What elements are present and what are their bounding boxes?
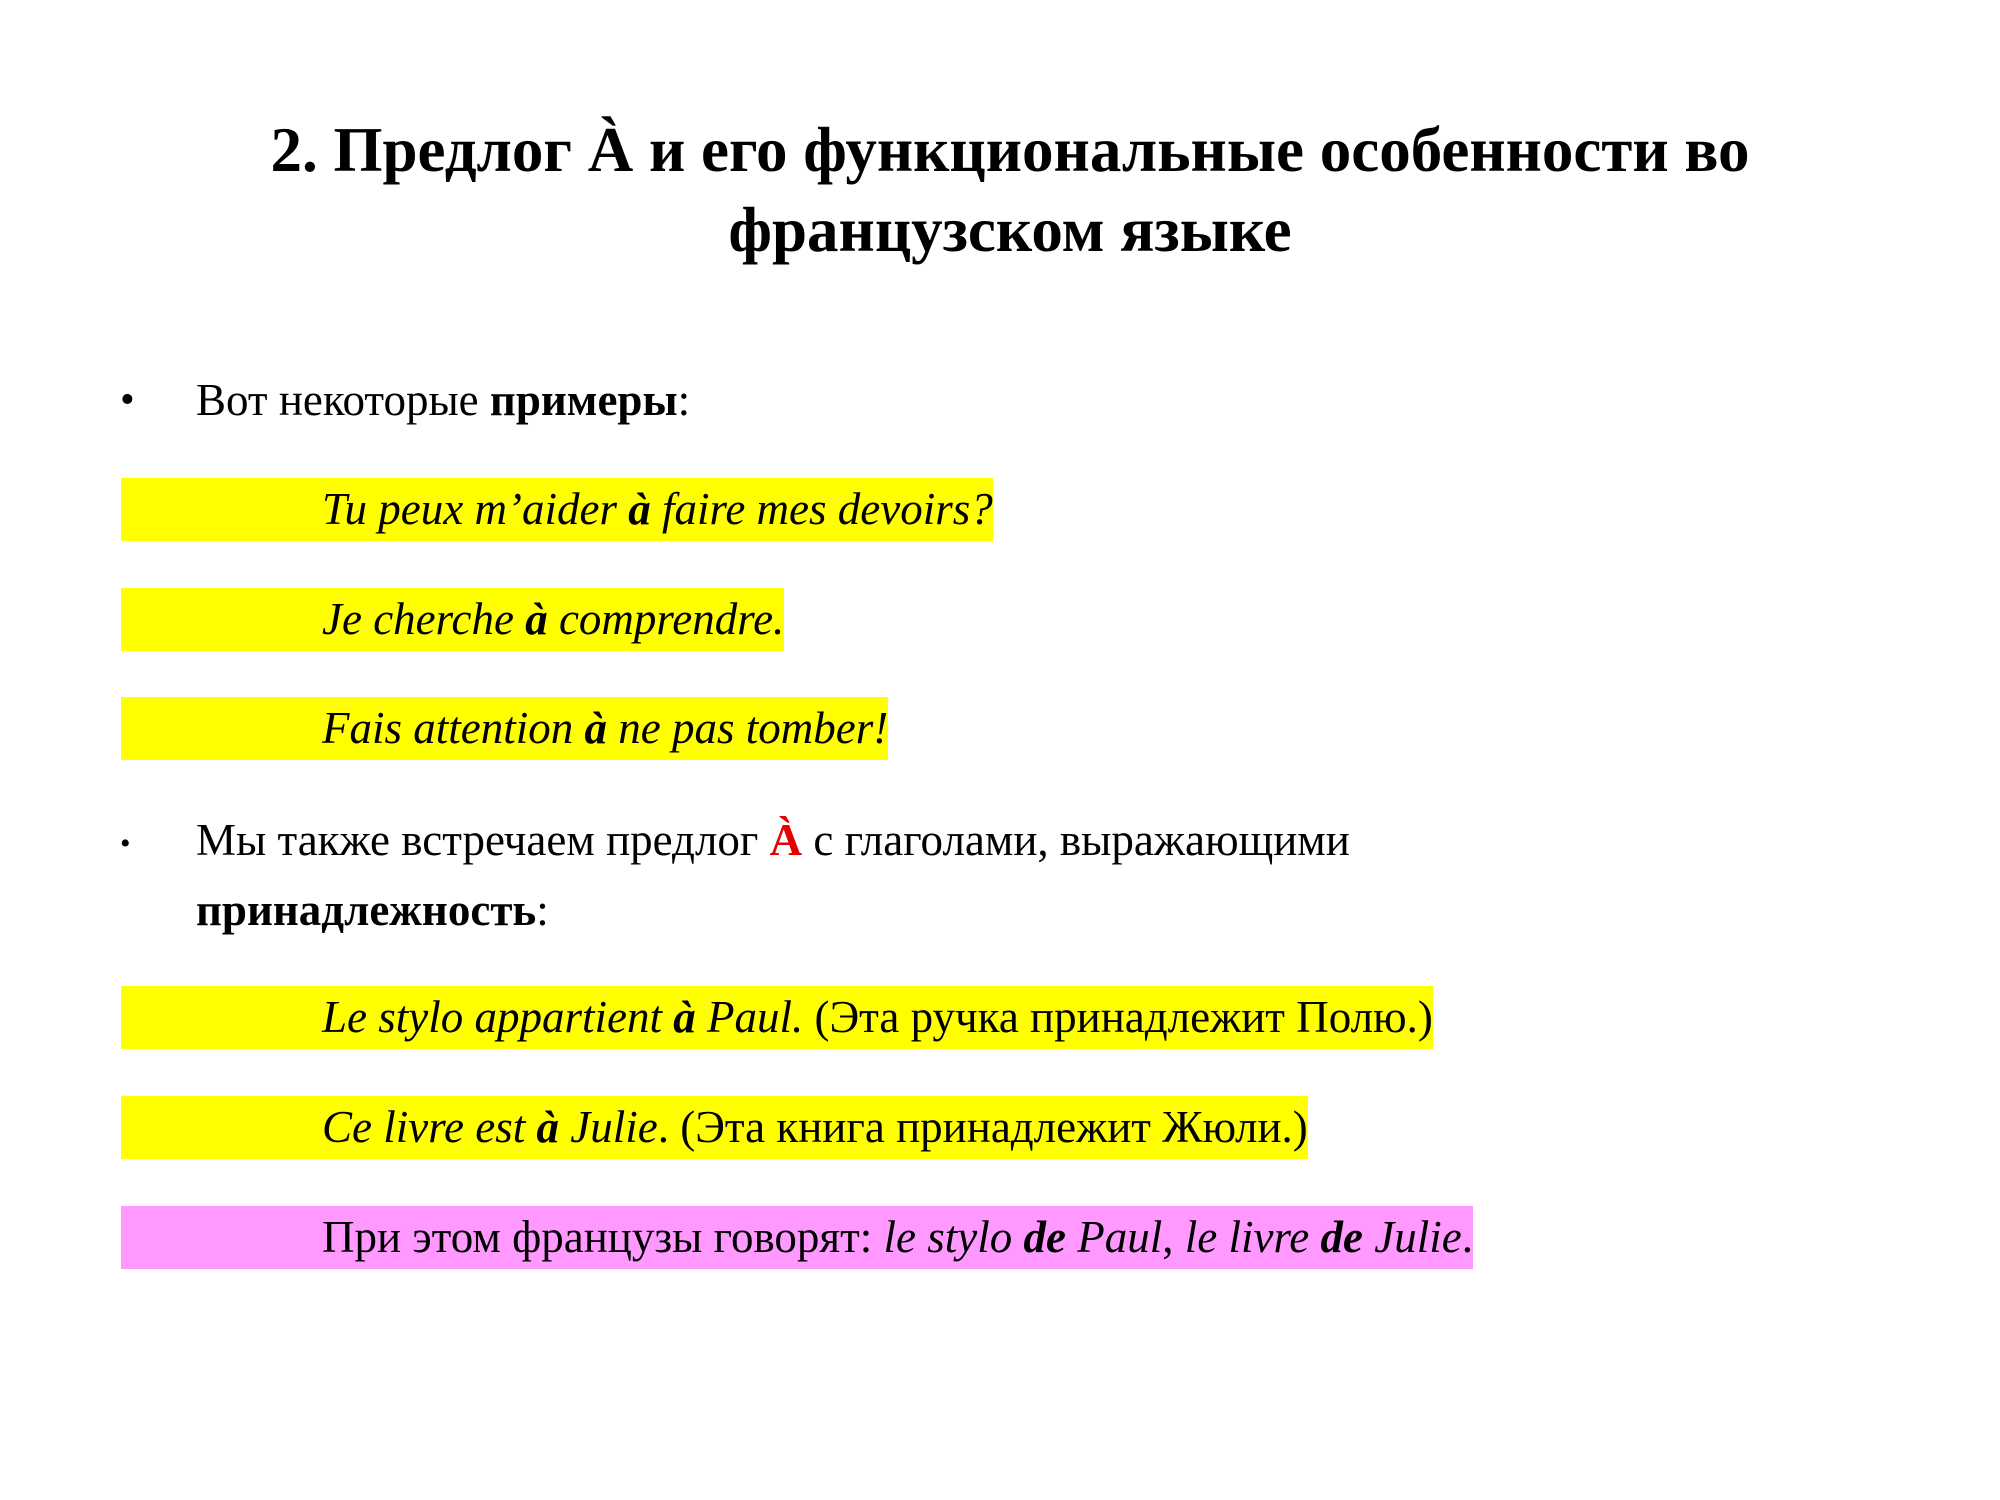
example-sentence: Tu peux m’aider à faire mes devoirs? bbox=[121, 478, 993, 541]
bullet-text-after: : bbox=[677, 375, 691, 425]
preposition-a: à bbox=[628, 484, 651, 534]
preposition-a: à bbox=[584, 703, 607, 753]
bullet-examples-intro bbox=[196, 366, 690, 434]
example-sentence: Je cherche à comprendre. bbox=[121, 588, 784, 651]
preposition-de: de bbox=[1023, 1212, 1066, 1262]
possession-example: Le stylo appartient à Paul. (Эта ручка принадлежит Полю.) bbox=[121, 986, 1433, 1049]
bullet-possession-intro: Мы также встречаем предлог À с глаголами, выражающими bbox=[196, 815, 1350, 865]
preposition-a: à bbox=[673, 992, 696, 1042]
slide-title bbox=[100, 110, 1920, 270]
preposition-a: à bbox=[536, 1102, 560, 1152]
bullet-text-before: Вот некоторые bbox=[196, 375, 490, 425]
slide-title-line1: 2. Предлог À и его функциональные особенности во bbox=[270, 115, 1750, 185]
translation: (Эта ручка принадлежит Полю.) bbox=[803, 992, 1433, 1042]
bullet-marker: • bbox=[120, 827, 131, 860]
slide-title-line2: французском языке bbox=[728, 195, 1292, 265]
preposition-a: à bbox=[525, 594, 548, 644]
example-sentence: Fais attention à ne pas tomber! bbox=[121, 697, 888, 760]
translation: . (Эта книга принадлежит Жюли.) bbox=[657, 1102, 1308, 1152]
possession-example: Ce livre est à Julie. (Эта книга принадлежит Жюли.) bbox=[121, 1096, 1308, 1159]
preposition-a-highlight: À bbox=[769, 815, 803, 865]
bullet-text-bold: примеры bbox=[489, 375, 678, 425]
note-de-usage: При этом французы говорят: le stylo de Paul, le livre de Julie. bbox=[121, 1206, 1473, 1269]
preposition-de: de bbox=[1320, 1212, 1364, 1262]
bullet-marker: • bbox=[120, 377, 135, 423]
bullet-possession-intro-line2: принадлежность: bbox=[196, 885, 549, 935]
